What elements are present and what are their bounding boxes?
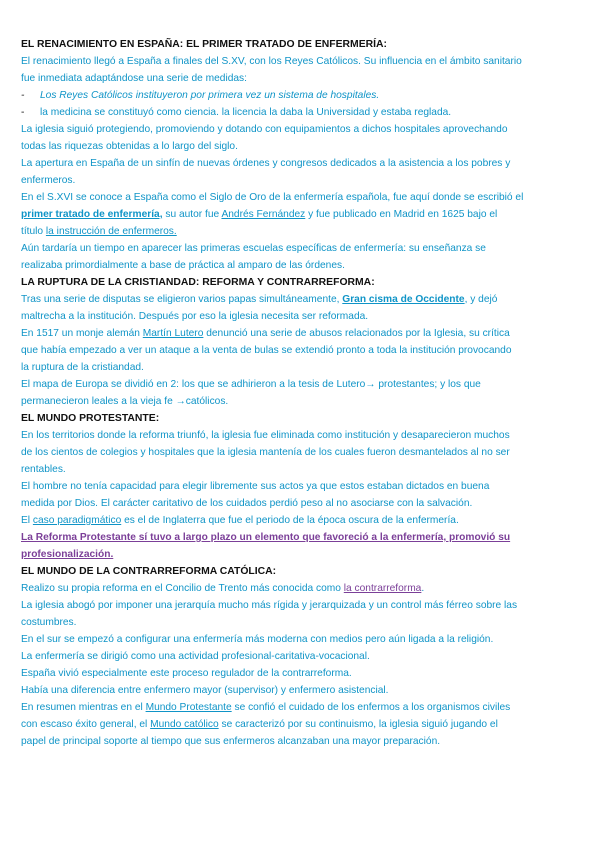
- paragraph-line: enfermeros.: [21, 175, 76, 186]
- bullet-dash: -: [21, 107, 25, 118]
- text-span: En resumen mientras en el: [21, 702, 146, 713]
- text-span: título: [21, 226, 46, 237]
- text-span: El: [21, 515, 33, 526]
- bullet-item: [21, 104, 579, 121]
- text-span: se confió el cuidado de los enfermos a los organismos civiles: [231, 702, 511, 713]
- link-instruccion-enfermeros[interactable]: la instrucción de enfermeros.: [45, 226, 177, 237]
- paragraph-line: Había una diferencia entre enfermero mayor (supervisor) y enfermero asistencial.: [21, 685, 389, 696]
- link-mundo-protestante[interactable]: Mundo Protestante: [145, 702, 232, 713]
- text-span: .: [421, 583, 425, 594]
- text-span: Realizo su propia reforma en el Concilio de Trento más conocida como: [21, 583, 344, 594]
- paragraph-line: El mapa de Europa se dividió en 2: los que se adhirieron a la tesis de Lutero→ protestantes; y los que: [21, 379, 481, 390]
- section-heading-ruptura: LA RUPTURA DE LA CRISTIANDAD: REFORMA Y CONTRARREFORMA:: [21, 277, 375, 288]
- paragraph-line: de los cientos de colegios y hospitales que la iglesia mantenía de los cuales fueron desmantelados al no ser: [21, 447, 510, 458]
- paragraph-line: La iglesia abogó por imponer una jerarquía mucho más rígida y jerarquizada y un control más férreo sobre las: [21, 600, 518, 611]
- paragraph-line: rentables.: [21, 464, 66, 475]
- text-span: con escaso éxito general, el: [21, 719, 151, 730]
- paragraph-line: En el S.XVI se conoce a España como el Siglo de Oro de la enfermería española, fue aquí donde se escribió el: [21, 192, 524, 203]
- paragraph-line: [21, 716, 579, 733]
- highlight-line: La Reforma Protestante sí tuvo a largo plazo un elemento que favoreció a la enfermería, promovió su: [21, 532, 511, 543]
- text-span: En 1517 un monje alemán: [21, 328, 143, 339]
- paragraph-line: realizaba primordialmente a base de práctica al amparo de las órdenes.: [21, 260, 345, 271]
- paragraph-line: todas las riquezas obtenidas a lo largo del siglo.: [21, 141, 238, 152]
- link-andres-fernandez[interactable]: Andrés Fernández: [221, 209, 306, 220]
- paragraph-line: Aún tardaría un tiempo en aparecer las primeras escuelas específicas de enfermería: su enseñanza se: [21, 243, 486, 254]
- paragraph-line: la ruptura de la cristiandad.: [21, 362, 144, 373]
- link-martin-lutero[interactable]: Martín Lutero: [142, 328, 204, 339]
- section-heading-contrarreforma: EL MUNDO DE LA CONTRARREFORMA CATÓLICA:: [21, 566, 277, 577]
- paragraph-line: El hombre no tenía capacidad para elegir libremente sus actos ya que estos estaban dictados en buena: [21, 481, 490, 492]
- text-span: su autor fue: [162, 209, 222, 220]
- paragraph-line: La enfermería se dirigió como una actividad profesional-caritativa-vocacional.: [21, 651, 370, 662]
- highlight-line: profesionalización.: [21, 549, 114, 560]
- section-heading-mundo-protestante: EL MUNDO PROTESTANTE:: [21, 413, 160, 424]
- paragraph-line: fue inmediata adaptándose una serie de medidas:: [21, 73, 247, 84]
- bullet-item: [21, 87, 579, 104]
- paragraph-line: papel de principal soporte al tiempo que sus enfermeros alcanzaban una mayor preparación.: [21, 736, 441, 747]
- paragraph-line: [21, 699, 579, 716]
- paragraph-line: [21, 291, 579, 308]
- paragraph-line: [21, 325, 579, 342]
- link-primer-tratado[interactable]: primer tratado de enfermería,: [21, 209, 163, 220]
- text-span: denunció una serie de abusos relacionados por la Iglesia, su crítica: [203, 328, 510, 339]
- bullet-dash: -: [21, 90, 25, 101]
- paragraph-line: que había empezado a ver un ataque a la venta de bulas se extendió pronto a toda la institución provocando: [21, 345, 512, 356]
- section-heading-renacimiento: EL RENACIMIENTO EN ESPAÑA: EL PRIMER TRATADO DE ENFERMERÍA:: [21, 39, 387, 50]
- paragraph-line: [21, 512, 579, 529]
- text-span: es el de Inglaterra que fue el periodo de la época oscura de la enfermería.: [121, 515, 459, 526]
- link-la-contrarreforma[interactable]: la contrarreforma: [343, 583, 422, 594]
- text-span: , y dejó: [464, 294, 498, 305]
- bullet-text: Los Reyes Católicos instituyeron por primera vez un sistema de hospitales.: [40, 90, 380, 101]
- paragraph-line: medida por Dios. El carácter caritativo de los cuidados perdió peso al no asociarse con la salvación.: [21, 498, 473, 509]
- paragraph-line: En el sur se empezó a configurar una enfermería más moderna con medios pero aún ligada a la religión.: [21, 634, 494, 645]
- paragraph-line: permanecieron leales a la vieja fe →católicos.: [21, 396, 229, 407]
- paragraph-line: El renacimiento llegó a España a finales del S.XV, con los Reyes Católicos. Su influencia en el ámbito sanitario: [21, 56, 522, 67]
- link-mundo-catolico[interactable]: Mundo católico: [150, 719, 219, 730]
- paragraph-line: [21, 223, 579, 240]
- paragraph-line: [21, 206, 579, 223]
- text-span: y fue publicado en Madrid en 1625 bajo el: [305, 209, 498, 220]
- link-gran-cisma[interactable]: Gran cisma de Occidente: [342, 294, 465, 305]
- paragraph-line: [21, 580, 579, 597]
- paragraph-line: maltrecha a la institución. Después por eso la iglesia necesita ser reformada.: [21, 311, 369, 322]
- link-caso-paradigmatico[interactable]: caso paradigmático: [32, 515, 122, 526]
- paragraph-line: España vivió especialmente este proceso regulador de la contrarreforma.: [21, 668, 352, 679]
- paragraph-line: La apertura en España de un sinfín de nuevas órdenes y congresos dedicados a la asistencia a los pobres y: [21, 158, 511, 169]
- bullet-text: la medicina se constituyó como ciencia. la licencia la daba la Universidad y estaba reglada.: [40, 107, 452, 118]
- text-span: Tras una serie de disputas se eligieron varios papas simultáneamente,: [21, 294, 343, 305]
- paragraph-line: En los territorios donde la reforma triunfó, la iglesia fue eliminada como institución y desaparecieron muchos: [21, 430, 510, 441]
- text-span: se caracterizó por su continuismo, la iglesia siguió jugando el: [218, 719, 498, 730]
- paragraph-line: La iglesia siguió protegiendo, promoviendo y dotando con equipamientos a dichos hospitales aprovechando: [21, 124, 508, 135]
- paragraph-line: costumbres.: [21, 617, 77, 628]
